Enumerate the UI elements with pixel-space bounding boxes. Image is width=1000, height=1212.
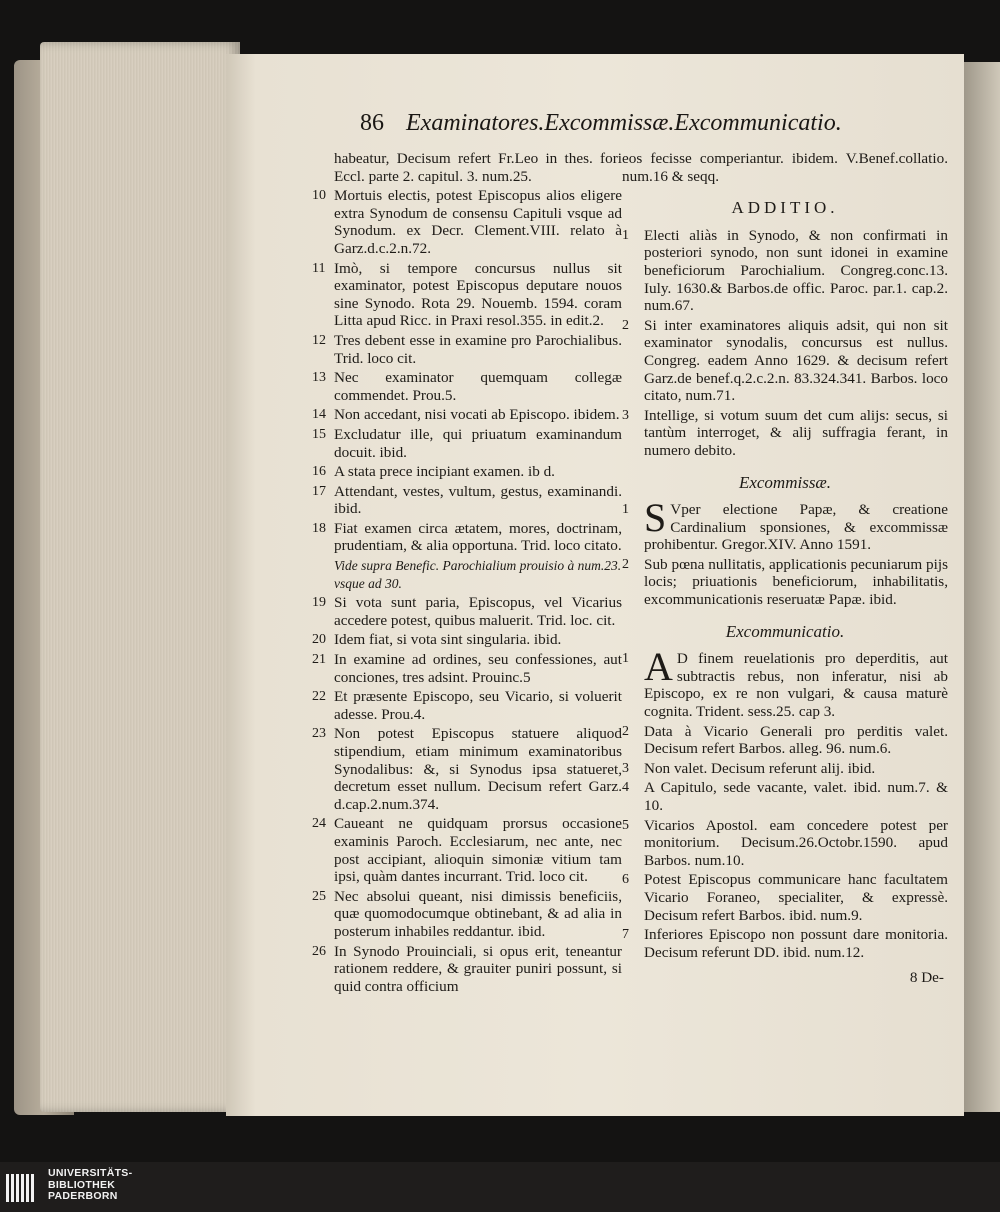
entry-text: Si vota sunt paria, Episcopus, vel Vicarius accedere potest, quibus maluerit. Trid. loc. cit. (334, 594, 622, 629)
entry-number: 17 (312, 483, 326, 499)
book-page (226, 54, 964, 1116)
numbered-entry (312, 594, 622, 629)
excommunicatio-list (622, 644, 948, 961)
continuation-text: eos fecisse comperiantur. ibidem. V.Benef.collatio. num.16 & seqq. (622, 150, 948, 185)
numbered-entry (312, 725, 622, 813)
entry-number: 15 (312, 426, 326, 442)
numbered-entry (622, 556, 948, 609)
numbered-entry (622, 495, 948, 554)
entry-text: Et præsente Episcopo, seu Vicario, si voluerit adesse. Prou.4. (334, 688, 622, 723)
numbered-entry (312, 888, 622, 941)
entry-text: Intellige, si votum suum det cum alijs: secus, si tantùm interroget, & alij suffragia ferant, in numero debito. (644, 406, 948, 459)
numbered-entry (312, 631, 622, 649)
entry-number: 11 (312, 260, 326, 276)
entry-number: 1 (622, 227, 629, 243)
numbered-entry (312, 688, 622, 723)
numbered-entry (312, 187, 622, 257)
numbered-entry (312, 520, 622, 555)
additio-list (622, 227, 948, 460)
entry-number: 6 (622, 872, 629, 888)
entry-text: Imò, si tempore concursus nullus sit examinator, potest Episcopus deputare nouos sine Synodo. Rota 29. Nouemb. 1594. coram Litta apud Ricc. in Praxi resol.355. in edit.2. (334, 259, 622, 330)
entry-number: 3 (622, 760, 629, 776)
entry-text: Vide supra Benefic. Parochialium prouisio à num.23. vsque ad 30. (334, 558, 622, 591)
entry-number: 1 (622, 502, 629, 518)
entry-text: Si inter examinatores aliquis adsit, qui non sit examinator synodalis, concursus est nullus. Congreg. eadem Anno 1629. & decisum refert Garz.de benef.q.2.c.2.n. 83.324.341. Barbos. loco citato, num.71. (644, 316, 948, 405)
entry-text: A Capitulo, sede vacante, valet. ibid. num.7. & 10. (644, 779, 948, 814)
numbered-entry (312, 260, 622, 330)
numbered-entry (622, 317, 948, 405)
library-name-line: BIBLIOTHEK (48, 1178, 116, 1191)
numbered-entry (622, 779, 948, 814)
library-name (48, 1168, 132, 1203)
excommissae-list (622, 495, 948, 609)
entry-text: Vicarios Apostol. eam concedere potest per monitorium. Decisum.26.Octobr.1590. apud Barbos. num.10. (644, 816, 948, 869)
entry-number: 14 (312, 407, 326, 423)
page-number: 86 (360, 110, 384, 136)
entry-text: Potest Episcopus communicare hanc facultatem Vicario Foraneo, specialiter, & expressè. Decisum refert Barbos. ibid. num.9. (644, 871, 948, 924)
entry-number: 19 (312, 595, 326, 611)
numbered-entry (622, 227, 948, 315)
left-column (312, 150, 622, 997)
running-head (360, 110, 842, 137)
entry-number: 16 (312, 464, 326, 480)
entry-text: A stata prece incipiant examen. ib d. (334, 463, 555, 481)
entry-text: Data à Vicario Generali pro perditis valet. Decisum refert Barbos. alleg. 96. num.6. (644, 722, 948, 758)
numbered-entry (622, 760, 948, 778)
entry-text: Inferiores Episcopo non possunt dare monitoria. Decisum referunt DD. ibid. num.12. (644, 926, 948, 961)
numbered-entry (312, 332, 622, 367)
numbered-entry (312, 815, 622, 885)
drop-initial: A (644, 644, 673, 690)
entry-text: Attendant, vestes, vultum, gestus, examinandi. ibid. (334, 482, 622, 518)
numbered-entry (312, 406, 622, 424)
numbered-entry (312, 463, 622, 481)
entry-number: 2 (622, 556, 629, 572)
library-footer (0, 1162, 1000, 1212)
entry-text: Caueant ne quidquam prorsus occasione examinis Paroch. Ecclesiarum, nec ante, nec post accipiant, alioquin simoniæ vitium tam ipsi, quàm dantes incurrant. Trid. loco cit. (334, 815, 622, 886)
entry-number: 22 (312, 689, 326, 705)
entry-number: 3 (622, 407, 629, 423)
right-column (622, 150, 948, 987)
numbered-entry (312, 943, 622, 996)
additio-heading: ADDITIO. (731, 198, 839, 218)
numbered-entry (622, 723, 948, 758)
numbered-entry (622, 407, 948, 460)
entry-text: Vper electione Papæ, & creatione Cardinalium sponsiones, & excommissæ prohibentur. Gregor.XIV. Anno 1591. (644, 501, 948, 554)
entry-number: 4 (622, 780, 629, 796)
numbered-entry (312, 483, 622, 518)
book-scan (14, 42, 1000, 1117)
entry-number: 7 (622, 927, 629, 943)
numbered-entry (312, 651, 622, 686)
page-edges (40, 42, 240, 1112)
entry-text: Tres debent esse in examine pro Parochialibus. Trid. loco cit. (334, 331, 622, 367)
entry-number: 10 (312, 188, 326, 204)
entry-text: Fiat examen circa ætatem, mores, doctrinam, prudentiam, & alia opportuna. Trid. loco citato. (334, 519, 622, 555)
library-name-line: UNIVERSITÄTS- (48, 1167, 133, 1179)
catchword: 8 De- (909, 969, 944, 987)
excommunicatio-heading: Excommunicatio. (725, 621, 845, 641)
entry-text: Excludatur ille, qui priuatum examinandum docuit. ibid. (334, 425, 622, 461)
entry-text: In examine ad ordines, seu confessiones, aut conciones, tres adsint. Prouinc.5 (334, 651, 622, 686)
numbered-entry (312, 426, 622, 461)
numbered-entry (622, 926, 948, 961)
excommissae-heading: Excommissæ. (738, 472, 832, 492)
running-title: Examinatores.Excommissæ.Excommunicatio. (406, 110, 842, 136)
library-name-line: PADERBORN (48, 1190, 118, 1202)
entry-text: Nec absolui queant, nisi dimissis beneficiis, quæ quomodocumque obtinebant, & ad alia in posterum inhabiles reddantur. ibid. (334, 887, 622, 940)
numbered-entry (622, 817, 948, 870)
entry-text: Non valet. Decisum referunt alij. ibid. (644, 759, 876, 777)
entry-text: Idem fiat, si vota sint singularia. ibid. (334, 631, 562, 649)
library-logo-icon (4, 1170, 40, 1206)
entry-text: Non potest Episcopus statuere aliquod stipendium, etiam minimum examinatoribus Synodalibus: &, si Synodus ipsa statueret, decretum esset nullum. Decisum refert Garz. d.cap.2.num.374. (334, 725, 622, 813)
entry-text: D finem reuelationis pro deperditis, aut subtractis rebus, non inferatur, nisi ab Episcopo, ex re non vulgari, & causa maturè cognita. Trident. sess.25. cap 3. (644, 650, 948, 721)
entry-number: 26 (312, 943, 326, 959)
entry-number: 5 (622, 817, 629, 833)
entry-number: 20 (312, 632, 326, 648)
entry-number: 18 (312, 520, 326, 536)
entry-text: Electi aliàs in Synodo, & non confirmati in posteriori synodo, non sunt idonei in examine beneficiorum Parochialium. Congreg.conc.13. Iuly. 1630.& Barbos.de offic. Paroc. par.1. cap.2. num.67. (644, 226, 948, 315)
numbered-entry (622, 644, 948, 721)
entry-number: 2 (622, 723, 629, 739)
entry-text: Non accedant, nisi vocati ab Episcopo. ibidem. (334, 406, 620, 424)
entry-text: habeatur, Decisum refert Fr.Leo in thes. fori Eccl. parte 2. capitul. 3. num.25. (334, 150, 622, 185)
entry-text: In Synodo Prouinciali, si opus erit, teneantur rationem reddere, & grauiter puniri possunt, si quid contra officium (334, 942, 622, 995)
numbered-entry (312, 369, 622, 404)
drop-initial: S (644, 495, 667, 541)
entry-number: 13 (312, 370, 326, 386)
facing-page-edge (964, 62, 1000, 1112)
entry-number: 1 (622, 651, 629, 667)
entry-number: 21 (312, 652, 326, 668)
entry-number: 12 (312, 332, 326, 348)
entry-number: 23 (312, 726, 326, 742)
entry-number: 24 (312, 816, 326, 832)
entry-text: Nec examinator quemquam collegæ commendet. Prou.5. (334, 369, 622, 404)
numbered-entry (312, 150, 622, 185)
entry-text: Sub pœna nullitatis, applicationis pecuniarum pijs locis; priuationis beneficiorum, inhabilitatis, excommunicationis reseruatæ Papæ. ibid. (644, 555, 948, 609)
entry-text: Mortuis electis, potest Episcopus alios eligere extra Synodum de consensu Capituli vsque ad Synodum. ex Decr. Clement.VIII. relato à Garz.d.c.2.n.72. (334, 187, 622, 257)
entry-number: 25 (312, 888, 326, 904)
numbered-entry (312, 557, 622, 592)
numbered-entry (622, 871, 948, 924)
entry-number: 2 (622, 317, 629, 333)
